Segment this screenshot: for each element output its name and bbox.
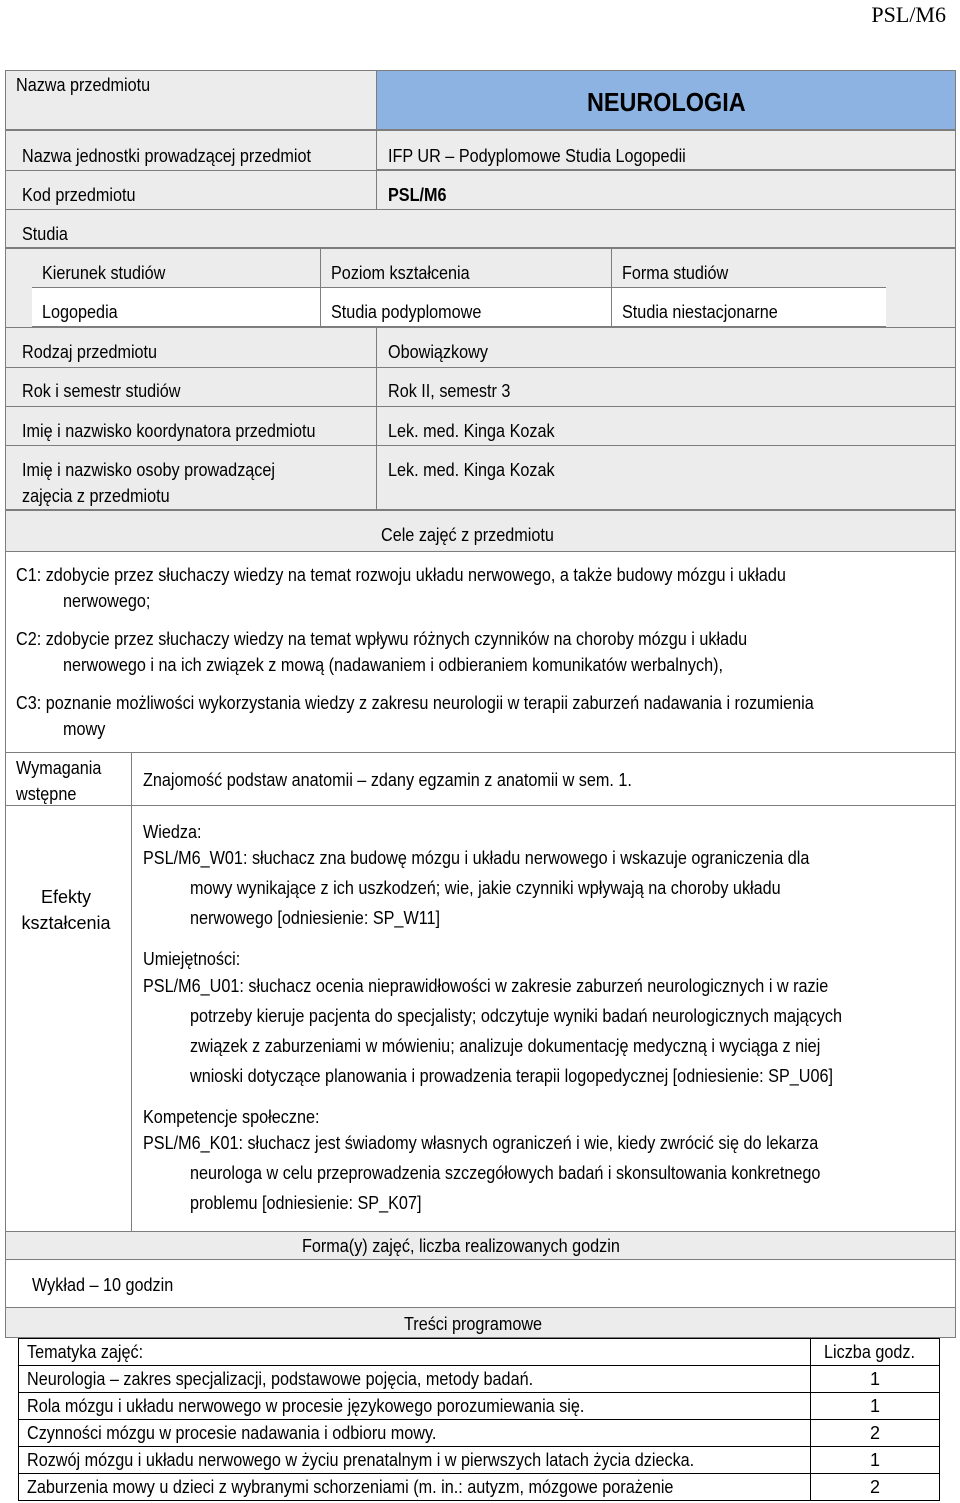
coordinator-value: Lek. med. Kinga Kozak: [388, 421, 555, 441]
table-row: Rola mózgu i układu nerwowego w procesie językowego porozumiewania się. 1: [19, 1393, 940, 1420]
type-value: Obowiązkowy: [388, 342, 488, 362]
studies-header-forma: Forma studiów: [622, 263, 729, 283]
table-row: Czynności mózgu w procesie nadawania i odbioru mowy. 2: [19, 1420, 940, 1447]
program-table: [18, 1338, 940, 1501]
skills-heading: Umiejętności:: [143, 949, 241, 969]
table-row: Rozwój mózgu i układu nerwowego w życiu prenatalnym i w pierwszych latach życia dziecka. 1: [19, 1447, 940, 1474]
subject-title: NEUROLOGIA: [587, 87, 746, 117]
unit-label: Nazwa jednostki prowadzącej przedmiot: [22, 146, 312, 166]
unit-value: IFP UR – Podyplomowe Studia Logopedii: [388, 146, 686, 166]
col-topic-header: Tematyka zajęć:: [27, 1342, 144, 1362]
outcomes-label: Efekty kształcenia: [21, 887, 111, 933]
goal-c2: C2: zdobycie przez słuchaczy wiedzy na temat wpływu różnych czynników na choroby mózgu i układu nerwowego i na ich związek z mową (nadawaniem i odbieraniem komunikatów werbalnych),: [16, 629, 748, 675]
studies-value-forma: Studia niestacjonarne: [622, 302, 778, 322]
studies-label: Studia: [22, 224, 68, 244]
code-value: PSL/M6: [388, 185, 447, 205]
forms-value: Wykład – 10 godzin: [32, 1275, 174, 1295]
studies-value-kierunek: Logopedia: [42, 302, 118, 322]
outcome-w01: PSL/M6_W01: słuchacz zna budowę mózgu i układu nerwowego i wskazuje ograniczenia dla mowy wynikające z ich uszkodzeń; wie, jakie czynniki wpływają na choroby układu nerwowego [odniesienie: SP_W11]: [143, 848, 810, 928]
program-table-header: [19, 1339, 940, 1366]
goals-heading: Cele zajęć z przedmiotu: [381, 525, 554, 545]
year-value: Rok II, semestr 3: [388, 381, 511, 401]
table-row: Neurologia – zakres specjalizacji, podstawowe pojęcia, metody badań. 1: [19, 1366, 940, 1393]
lecturer-value: Lek. med. Kinga Kozak: [388, 460, 555, 480]
studies-value-poziom: Studia podyplomowe: [331, 302, 482, 322]
social-competences-heading: Kompetencje społeczne:: [143, 1107, 320, 1127]
outcome-u01: PSL/M6_U01: słuchacz ocenia nieprawidłowości w zakresie zaburzeń neurologicznych i w razie potrzeby kieruje pacjenta do specjalisty; odczytuje wyniki badań neurologicznych mających związek z zaburzeniami w mówieniu; analizuje dokumentację medyczną i wyciąga z niej wnioski dotyczące planowania i prowadzenia terapii logopedycznej [odniesienie: SP_U06]: [143, 976, 842, 1086]
type-label: Rodzaj przedmiotu: [22, 342, 158, 362]
goal-c3: C3: poznanie możliwości wykorzystania wiedzy z zakresu neurologii w terapii zaburzeń nadawania i rozumienia mowy: [16, 693, 814, 739]
studies-header-kierunek: Kierunek studiów: [42, 263, 166, 283]
requirements-label: Wymagania wstępne: [16, 758, 102, 804]
year-label: Rok i semestr studiów: [22, 381, 181, 401]
coordinator-label: Imię i nazwisko koordynatora przedmiotu: [22, 421, 316, 441]
requirements-value: Znajomość podstaw anatomii – zdany egzamin z anatomii w sem. 1.: [143, 770, 632, 790]
forms-heading: Forma(y) zajęć, liczba realizowanych godzin: [302, 1236, 620, 1256]
knowledge-heading: Wiedza:: [143, 822, 202, 842]
col-hours-header: Liczba godz.: [824, 1342, 916, 1362]
studies-header-poziom: Poziom kształcenia: [331, 263, 470, 283]
document-code: PSL/M6: [871, 2, 946, 27]
code-label: Kod przedmiotu: [22, 185, 136, 205]
subject-name-label: Nazwa przedmiotu: [16, 75, 151, 95]
lecturer-label-line2: zajęcia z przedmiotu: [22, 486, 170, 506]
content-heading: Treści programowe: [404, 1314, 543, 1334]
goal-c1: C1: zdobycie przez słuchaczy wiedzy na temat rozwoju układu nerwowego, a także budowy mózgu i układu nerwowego;: [16, 565, 786, 611]
outcome-k01: PSL/M6_K01: słuchacz jest świadomy własnych ograniczeń i wie, kiedy zwrócić się do lekarza neurologa w celu przeprowadzenia szczegółowych badań i skonsultowania konkretnego problemu [odniesienie: SP_K07]: [143, 1133, 821, 1213]
table-row: Zaburzenia mowy u dzieci z wybranymi schorzeniami (m. in.: autyzm, mózgowe porażenie 2: [19, 1474, 940, 1501]
lecturer-label-line1: Imię i nazwisko osoby prowadzącej: [22, 460, 276, 480]
